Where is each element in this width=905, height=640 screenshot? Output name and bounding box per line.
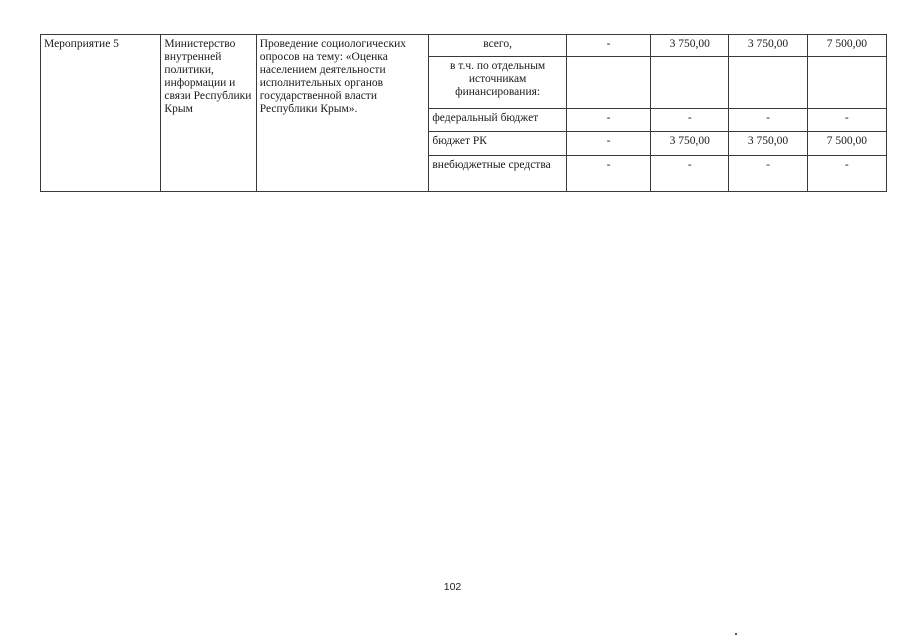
value-cell: -	[729, 109, 807, 132]
value-cell: -	[807, 156, 886, 192]
value-cell: 7 500,00	[807, 35, 886, 57]
scan-artifact	[735, 633, 737, 635]
value-cell: -	[566, 35, 650, 57]
value-cell	[807, 57, 886, 109]
value-cell: -	[651, 109, 729, 132]
funding-source-cell: федеральный бюджет	[429, 109, 566, 132]
funding-source-cell: бюджет РК	[429, 132, 566, 156]
value-cell: 3 750,00	[651, 132, 729, 156]
funding-source-cell: всего,	[429, 35, 566, 57]
value-cell: -	[651, 156, 729, 192]
event-cell: Мероприятие 5	[41, 35, 161, 192]
executor-cell: Министерство внутренней политики, информации и связи Республики Крым	[161, 35, 256, 192]
funding-table	[40, 34, 887, 192]
value-cell: -	[566, 156, 650, 192]
funding-source-cell: внебюджетные средства	[429, 156, 566, 192]
value-cell: 3 750,00	[729, 35, 807, 57]
value-cell	[651, 57, 729, 109]
value-cell: -	[807, 109, 886, 132]
page-number: 102	[443, 581, 462, 593]
value-cell: 3 750,00	[729, 132, 807, 156]
description-cell: Проведение социологических опросов на тему: «Оценка населением деятельности исполнительных органов государственной власти Республики Крым».	[256, 35, 429, 192]
value-cell	[729, 57, 807, 109]
value-cell: 3 750,00	[651, 35, 729, 57]
value-cell: 7 500,00	[807, 132, 886, 156]
value-cell: -	[566, 132, 650, 156]
value-cell: -	[566, 109, 650, 132]
value-cell: -	[729, 156, 807, 192]
funding-source-cell: в т.ч. по отдельным источникам финансирования:	[429, 57, 566, 109]
table-row	[41, 35, 887, 57]
value-cell	[566, 57, 650, 109]
